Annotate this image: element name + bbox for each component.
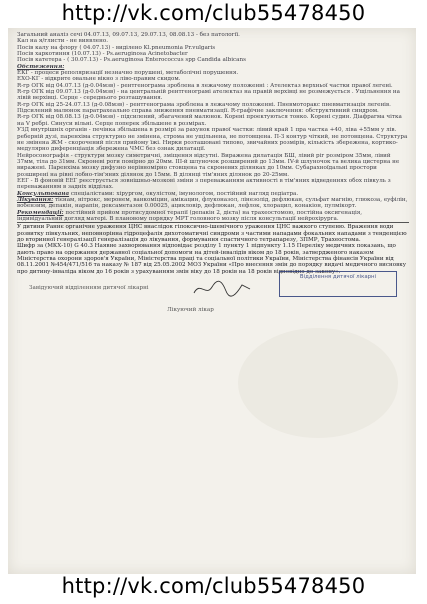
document-body (17, 32, 409, 317)
exams-section-title: Обстеження: (17, 63, 65, 70)
exam-line: ЕЕГ - В фоновій ЕЕГ реєструється зовнішньо-мозкові зміни з переважанням активності в тім'яних відведеннях обох півкуль з переважанням в задніх відділах. (17, 177, 391, 191)
mkh-paragraph: Шифр за (МКХ-10) G 40.3 Наявне захворювання відповідає розділу 1 пункту 1 підпункту 1.15 Переліку медичних показань, що дають право на одержання державної соціальної допомоги на дітей-інвалідів віком до 18 років, затвердженого наказом Міністерства охорони здоров'я України, Міністерства праці та соціальної політики України, Міністерства фінансів України від 08.11.2001 №454/471/516 та наказу № 187 від 25.05.2002 МОЗ України «Про внесення змін до порядку видачі медичного висновку про дитину-інваліда віком до 16 років з урахуванням змін віку до 18 років на 18 років відповідно до закону». (17, 243, 407, 275)
exam-line: Нейросонографія - структури мозку симетричні, зміщення відсутні. Виражена дилатація БШ, лівий ріг розміром 35мм, лівий 37мм, тіла до 31мм. Скроневі роги помірно до 20мм. III-й шлуночок розширений до 13мм. IV-й шлуночок та велика цистерна не виражені. Паренхіма мозку дифузно нерівномірно стовщена та скроневих ділянках до 10мм. Субарахноїдальні простори розширені на рівні лобно-тім'яних ділянок до 15мм. В ділянці тім'яних ділянок до 20-25мм. (17, 152, 400, 178)
recommendation-text: постійний прийом протисудомної терапії (депакін 2, дієта) на трахеостомою, постійна оксигенація, індивідуальний догляд матері. В плановому порядку МРТ головного мозку після консультації нейрохірурга. (17, 209, 363, 222)
header-line: Загальний аналіз сечі 04.07.13, 09.07.13, 29.07.13, 08.08.13 - без патології. (17, 32, 240, 38)
treatment-label: Лікування: (17, 196, 54, 203)
recommendation-label: Рекомендації: (17, 209, 64, 216)
header-line: Посів калу на флору ( 04.07.13) - виділено Kl.pneumonia Pr.vulgaris (17, 44, 216, 51)
exam-lines (17, 70, 409, 191)
scanned-document-page (8, 28, 416, 574)
consult-label: Консультована (17, 190, 70, 197)
signature-row (17, 274, 409, 303)
header-lines (17, 32, 409, 64)
exam-line: R-гр ОГК від 25-24.07.13 (д-0.08мзв) - рентгенограма зроблена в лежачому положенні. Пневмоторакс пневматизація легенів. Підсилений малюнок паратрахеально справа зниження пневматизації. R-графічне заключення: обструктивний синдром. (17, 101, 391, 115)
exam-line: ЕХО-КГ - відкрите овальне вікно з ліво-правим скидом. (17, 76, 181, 83)
department-stamp: Відділення дитячої лікарні (279, 271, 397, 297)
header-line: Посів харкотиння (10.07.13) - Ps.aeruginosa Acinetobacter (17, 51, 188, 58)
head-of-department-label: Завідуючий відділенням дитячої лікарні (29, 285, 149, 292)
doctor-signature-row (17, 307, 409, 317)
signature-scribble (192, 279, 252, 299)
exam-line: R-гр ОГК від 09.07.13 (д-0.04мзв) - на центральній рентгенограмі ателектаз на правій верхівці не розмежується . Ущільнення на лівій верхівці. Серце - середнього розташування. (17, 89, 400, 102)
paper-stain (238, 328, 398, 438)
header-line: Посів катетера - ( 30.07.13) - Ps.aeruginosa Enterococcus spp Candida albicans (17, 57, 246, 64)
treatment-text: тієнам, нітрокс, меронем, ванкоміцин, амікацин, флуконазол, лінезолід, дефлюкан, сульфат магнію, глюкоза, еуфілін, вобензим, депакін, нарапін, дексаметазон 0.00025, ацикловір, дефлюкан, лефлок, хлорацил, конакіон, пулмікорт. (17, 196, 408, 210)
consult-text: спеціалістами: хірургом, окулістом, імунологом, постійний нагляд педіатра. (69, 190, 299, 197)
watermark-url-top: http://vk.com/club55478450 (61, 1, 366, 25)
attending-doctor-label: Лікуючий лікар (167, 307, 214, 314)
exam-line: R-гр ОГК від 08.08.13 (д-0.04мзв) - підсилений, збагачений малюнок. Корені проектуються тонко. Корені судин. Діафрагма чітка на V ребрі. Синуси вільні. Серце поперек збільшене в розмірах. (17, 114, 402, 127)
header-line: Кал на я/глисти - не виявлено. (17, 38, 108, 45)
recommendation-paragraph (17, 210, 409, 223)
watermark-url-bottom: http://vk.com/club55478450 (61, 574, 366, 598)
exam-line: УЗД внутрішніх органів - печінка збільшена в розмірі за рахунок правої частки: лівий край 1 пра частка +40, ліва +55мм у лів. реберній дузі, паренхіма структурно не змінена, строма не ущільнена, не потовщена. П-З контур чіткий, не потовщена. Структура не змінена ЖМ - скорочений після прийому їжі. Нирки розташовані типово, звичайних розмірів, кількість збережена, кортико-медулярно диференціація збережена ЧМС без ознак дилатації. (17, 127, 408, 153)
exam-line: R-гр ОГК від 04.07.13 (д-0.04мзв) - рентгенограма зроблена в лежачому положенні : Ателектаз верхньої частки правої легені. (17, 82, 393, 89)
treatment-paragraph (17, 197, 409, 210)
conclusion-paragraph: У дитини Раннє органічне ураження ЦНС внаслідок гіпоксично-ішемічного ураження ЦНС важкого ступеню. Враження води розвитку півкульних, неповнорінна гідроцефалія дихотоматичні синдроми з частими нападами фокальних нападами з тенденцією до вторинної генералізації генералізація до лікування, формування спастичного тетрапарезу, ЗПМР, Трахеостома. (17, 222, 409, 243)
exam-line: ЕКГ - процеси реполяризації незначно порушені, метаболічні порушення. (17, 70, 239, 77)
